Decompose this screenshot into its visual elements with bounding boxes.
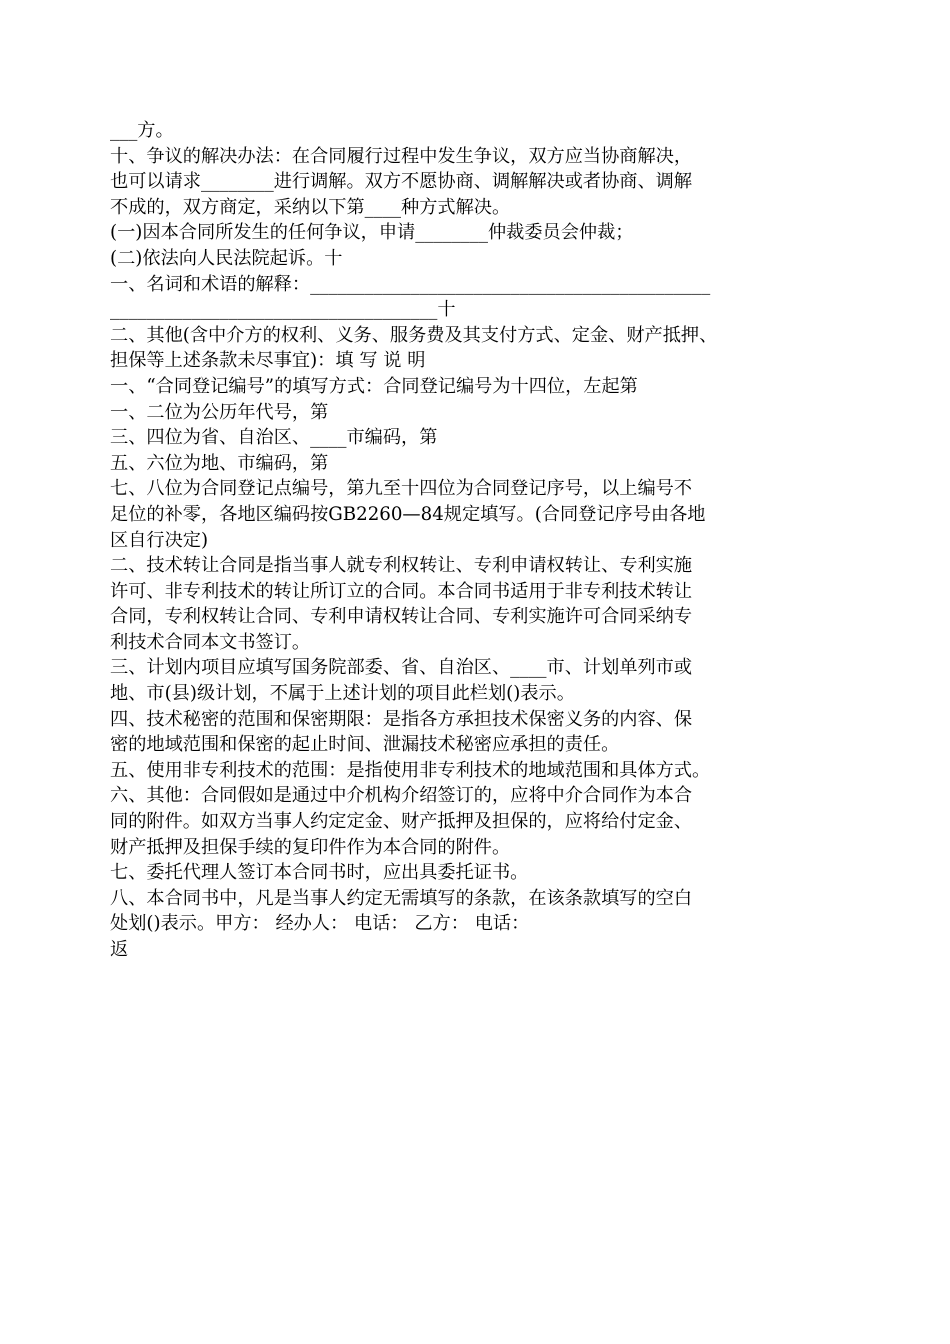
text-line: 担保等上述条款未尽事宜)：填 写 说 明 xyxy=(110,350,426,372)
text-line: 利技术合同本文书签订。 xyxy=(110,631,311,653)
text-line: 密的地域范围和保密的起止时间、泄漏技术秘密应承担的责任。 xyxy=(110,734,620,756)
text-line: 七、八位为合同登记点编号，第九至十四位为合同登记序号，以上编号不 xyxy=(110,478,693,500)
text-line: (二)依法向人民法院起诉。十 xyxy=(110,247,343,269)
text-line: 合同，专利权转让合同、专利申请权转让合同、专利实施许可合同采纳专 xyxy=(110,606,693,628)
text-line: 返 xyxy=(110,939,129,960)
text-line: 不成的，双方商定，采纳以下第____种方式解决。 xyxy=(110,196,511,218)
text-line: 地、市(县)级计划，不属于上述计划的项目此栏划()表示。 xyxy=(110,683,575,705)
text-line: 区自行决定) xyxy=(110,529,209,551)
text-line: 五、六位为地、市编码，第 xyxy=(110,452,329,474)
text-line: 一、“合同登记编号”的填写方式：合同登记编号为十四位，左起第 xyxy=(110,375,638,397)
text-line: 五、使用非专利技术的范围：是指使用非专利技术的地域范围和具体方式。 xyxy=(110,759,711,781)
text-line: 七、委托代理人签订本合同书时，应出具委托证书。 xyxy=(110,862,529,884)
text-line: ___方。 xyxy=(110,120,174,141)
text-line: 一、名词和术语的解释：____________________________________________ xyxy=(110,273,711,295)
text-line: 三、四位为省、自治区、____市编码，第 xyxy=(110,427,438,449)
text-line: 二、技术转让合同是指当事人就专利权转让、专利申请权转让、专利实施 xyxy=(110,555,693,577)
text-line: 三、计划内项目应填写国务院部委、省、自治区、____市、计划单列市或 xyxy=(110,657,693,679)
text-line: 八、本合同书中，凡是当事人约定无需填写的条款，在该条款填写的空白 xyxy=(110,887,693,909)
text-line: 同的附件。如双方当事人约定定金、财产抵押及担保的，应将给付定金、 xyxy=(110,811,693,833)
text-line: 一、二位为公历年代号，第 xyxy=(110,401,329,423)
text-line: 四、技术秘密的范围和保密期限：是指各方承担技术保密义务的内容、保 xyxy=(110,708,693,730)
text-line: 二、其他(含中介方的权利、义务、服务费及其支付方式、定金、财产抵押、 xyxy=(110,324,718,346)
text-line: 六、其他：合同假如是通过中介机构介绍签订的，应将中介合同作为本合 xyxy=(110,785,693,807)
text-line: ____________________________________十 xyxy=(110,299,456,321)
text-line: (一)因本合同所发生的任何争议，申请________仲裁委员会仲裁； xyxy=(110,222,634,244)
text-line: 财产抵押及担保手续的复印件作为本合同的附件。 xyxy=(110,836,511,858)
text-line: 处划()表示。甲方： 经办人： 电话： 乙方： 电话： xyxy=(110,913,530,935)
text-line: 也可以请求________进行调解。双方不愿协商、调解解决或者协商、调解 xyxy=(110,171,693,193)
text-line: 十、争议的解决办法：在合同履行过程中发生争议，双方应当协商解决， xyxy=(110,145,693,167)
document-body xyxy=(110,118,852,963)
text-line: 许可、非专利技术的转让所订立的合同。本合同书适用于非专利技术转让 xyxy=(110,580,693,602)
text-line: 足位的补零，各地区编码按GB2260—84规定填写。(合同登记序号由各地 xyxy=(110,503,706,525)
